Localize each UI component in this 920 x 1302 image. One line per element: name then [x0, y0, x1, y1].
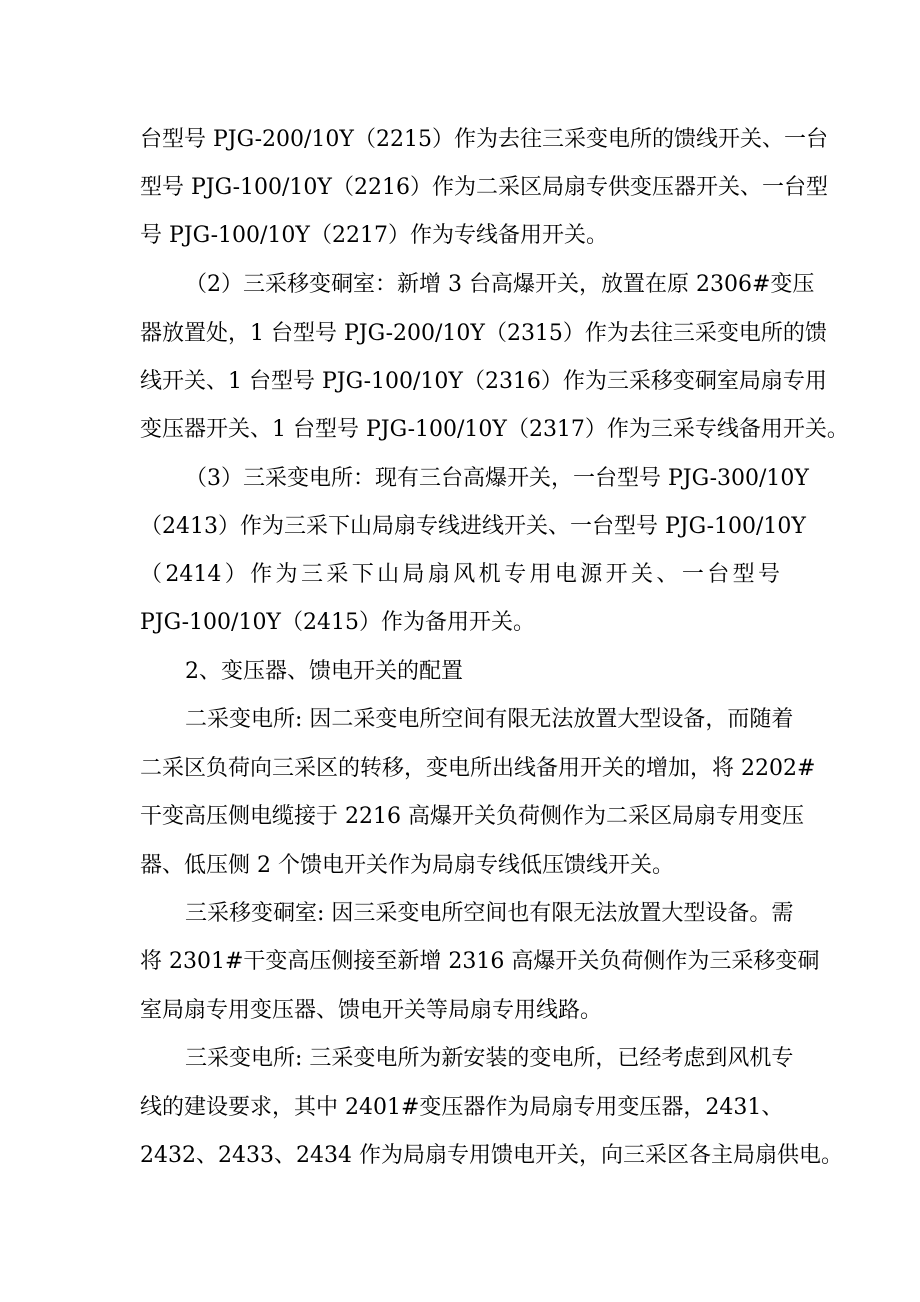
text-line-20: 三采变电所: 三采变电所为新安装的变电所，已经考虑到风机专 [185, 1046, 794, 1071]
text-line-1: 台型号 PJG-200/10Y（2215）作为去往三采变电所的馈线开关、一台 [140, 127, 828, 152]
text-line-13: 二采变电所: 因二采变电所空间有限无法放置大型设备，而随着 [185, 707, 794, 732]
text-line-8: （3）三采变电所：现有三台高爆开关，一台型号 PJG-300/10Y [185, 466, 809, 491]
text-line-11: PJG-100/10Y（2415）作为备用开关。 [140, 610, 535, 635]
text-line-5: 器放置处，1 台型号 PJG-200/10Y（2315）作为去往三采变电所的馈 [140, 321, 827, 346]
text-line-7: 变压器开关、1 台型号 PJG-100/10Y（2317）作为三采专线备用开关。 [140, 417, 849, 442]
text-line-4: （2）三采移变硐室：新增 3 台高爆开关，放置在原 2306#变压 [185, 272, 815, 297]
text-line-17: 三采移变硐室: 因三采变电所空间也有限无法放置大型设备。需 [185, 901, 794, 926]
text-line-14: 二采区负荷向三采区的转移，变电所出线备用开关的增加，将 2202# [140, 756, 816, 781]
text-line-3: 号 PJG-100/10Y（2217）作为专线备用开关。 [140, 223, 608, 248]
text-line-16: 器、低压侧 2 个馈电开关作为局扇专线低压馈线开关。 [140, 853, 674, 878]
text-line-19: 室局扇专用变压器、馈电开关等局扇专用线路。 [140, 998, 603, 1023]
text-line-21: 线的建设要求，其中 2401#变压器作为局扇专用变压器，2431、 [140, 1095, 784, 1120]
text-line-2: 型号 PJG-100/10Y（2216）作为二采区局扇专供变压器开关、一台型 [140, 175, 828, 200]
text-line-6: 线开关、1 台型号 PJG-100/10Y（2316）作为三采移变硐室局扇专用 [140, 369, 827, 394]
text-line-22: 2432、2433、2434 作为局扇专用馈电开关，向三采区各主局扇供电。 [140, 1143, 843, 1168]
text-line-9: （2413）作为三采下山局扇专线进线开关、一台型号 PJG-100/10Y [140, 514, 806, 539]
text-line-10: （2414）作为三采下山局扇风机专用电源开关、一台型号 [140, 562, 780, 587]
text-line-15: 干变高压侧电缆接于 2216 高爆开关负荷侧作为二采区局扇专用变压 [140, 804, 804, 829]
section-heading: 2、变压器、馈电开关的配置 [185, 659, 463, 684]
text-line-18: 将 2301#干变高压侧接至新增 2316 高爆开关负荷侧作为三采移变硐 [140, 949, 820, 974]
